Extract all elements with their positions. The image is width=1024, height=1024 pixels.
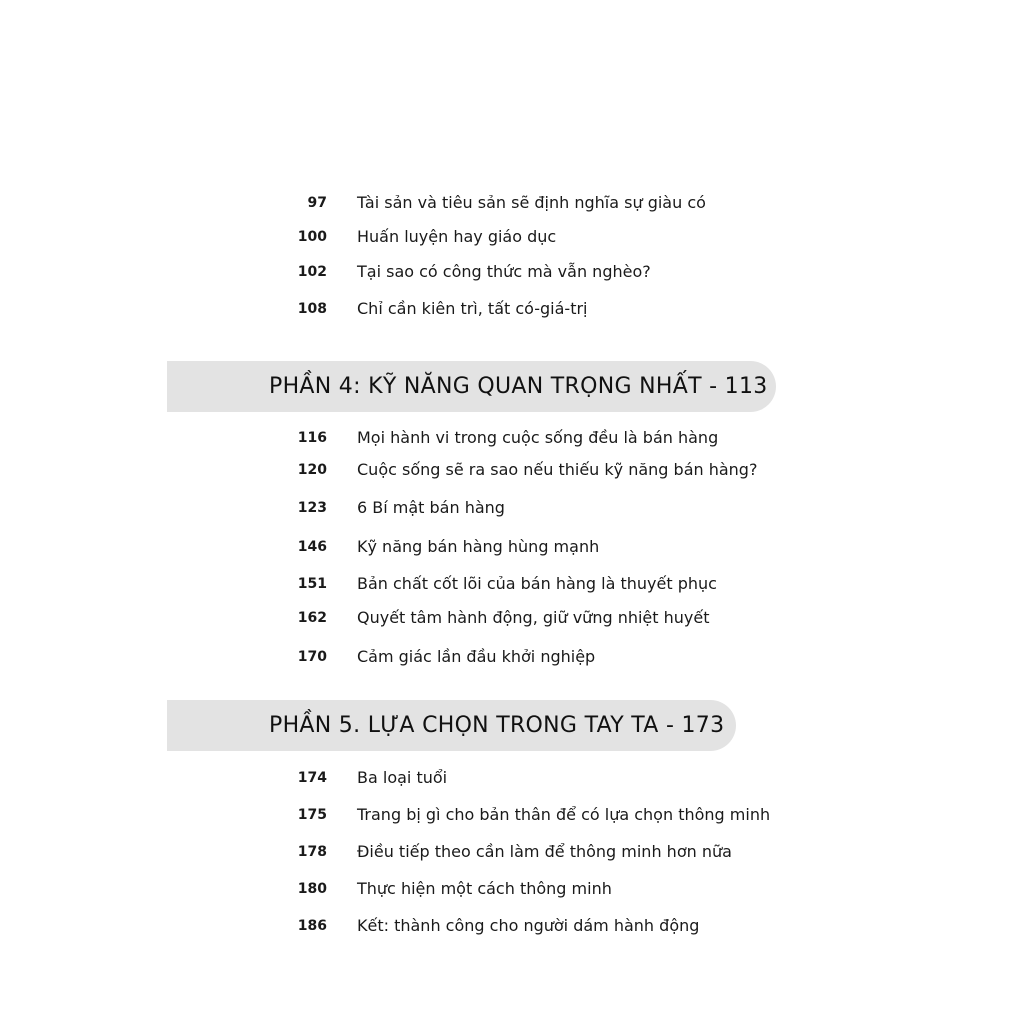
toc-entry-title: Quyết tâm hành động, giữ vững nhiệt huyết — [357, 608, 710, 627]
toc-page-number: 170 — [297, 649, 327, 665]
toc-page-number: 116 — [297, 430, 327, 446]
toc-page-number: 186 — [297, 918, 327, 934]
toc-entry — [0, 296, 1024, 322]
toc-page-number: 180 — [297, 881, 327, 897]
toc-page-number: 162 — [297, 610, 327, 626]
toc-entry — [0, 876, 1024, 902]
toc-entry — [0, 534, 1024, 560]
toc-page-number: 100 — [297, 229, 327, 245]
toc-entry-title: Tại sao có công thức mà vẫn nghèo? — [357, 262, 651, 281]
toc-entry — [0, 765, 1024, 791]
toc-entry-title: Chỉ cần kiên trì, tất có-giá-trị — [357, 299, 588, 318]
toc-entry — [0, 190, 1024, 216]
toc-page-number: 178 — [297, 844, 327, 860]
toc-entry-title: Ba loại tuổi — [357, 768, 448, 787]
toc-entry-title: Kết: thành công cho người dám hành động — [357, 916, 700, 935]
toc-page-number: 123 — [297, 500, 327, 516]
toc-entry — [0, 457, 1024, 483]
toc-entry — [0, 259, 1024, 285]
toc-entry — [0, 913, 1024, 939]
toc-entry — [0, 495, 1024, 521]
toc-entry — [0, 425, 1024, 451]
toc-entry — [0, 224, 1024, 250]
toc-entry — [0, 571, 1024, 597]
part-5-heading: PHẦN 5. LỰA CHỌN TRONG TAY TA - 173 — [269, 713, 725, 738]
toc-page-number: 146 — [297, 539, 327, 555]
toc-entry — [0, 644, 1024, 670]
toc-entry — [0, 839, 1024, 865]
toc-entry-title: Kỹ năng bán hàng hùng mạnh — [357, 537, 600, 556]
toc-page-number: 108 — [297, 301, 327, 317]
toc-entry-title: Thực hiện một cách thông minh — [357, 879, 612, 898]
toc-entry-title: Huấn luyện hay giáo dục — [357, 227, 557, 246]
toc-page-number: 120 — [297, 462, 327, 478]
toc-entry — [0, 802, 1024, 828]
toc-page-number: 102 — [297, 264, 327, 280]
toc-page-number: 151 — [297, 576, 327, 592]
toc-entry — [0, 605, 1024, 631]
toc-entry-title: Cảm giác lần đầu khởi nghiệp — [357, 647, 596, 666]
toc-entry-title: Tài sản và tiêu sản sẽ định nghĩa sự giàu có — [357, 193, 706, 212]
part-4-heading-banner — [167, 361, 776, 412]
toc-entry-title: 6 Bí mật bán hàng — [357, 498, 505, 517]
toc-entry-title: Mọi hành vi trong cuộc sống đều là bán hàng — [357, 428, 719, 447]
toc-page-number: 174 — [297, 770, 327, 786]
toc-entry-title: Điều tiếp theo cần làm để thông minh hơn nữa — [357, 842, 732, 861]
part-4-heading: PHẦN 4: KỸ NĂNG QUAN TRỌNG NHẤT - 113 — [269, 374, 768, 399]
toc-page-number: 175 — [297, 807, 327, 823]
toc-entry-title: Bản chất cốt lõi của bán hàng là thuyết phục — [357, 574, 717, 593]
toc-entry-title: Cuộc sống sẽ ra sao nếu thiếu kỹ năng bán hàng? — [357, 460, 758, 479]
part-5-heading-banner — [167, 700, 736, 751]
toc-entry-title: Trang bị gì cho bản thân để có lựa chọn thông minh — [357, 805, 771, 824]
toc-page-number: 97 — [307, 195, 327, 211]
